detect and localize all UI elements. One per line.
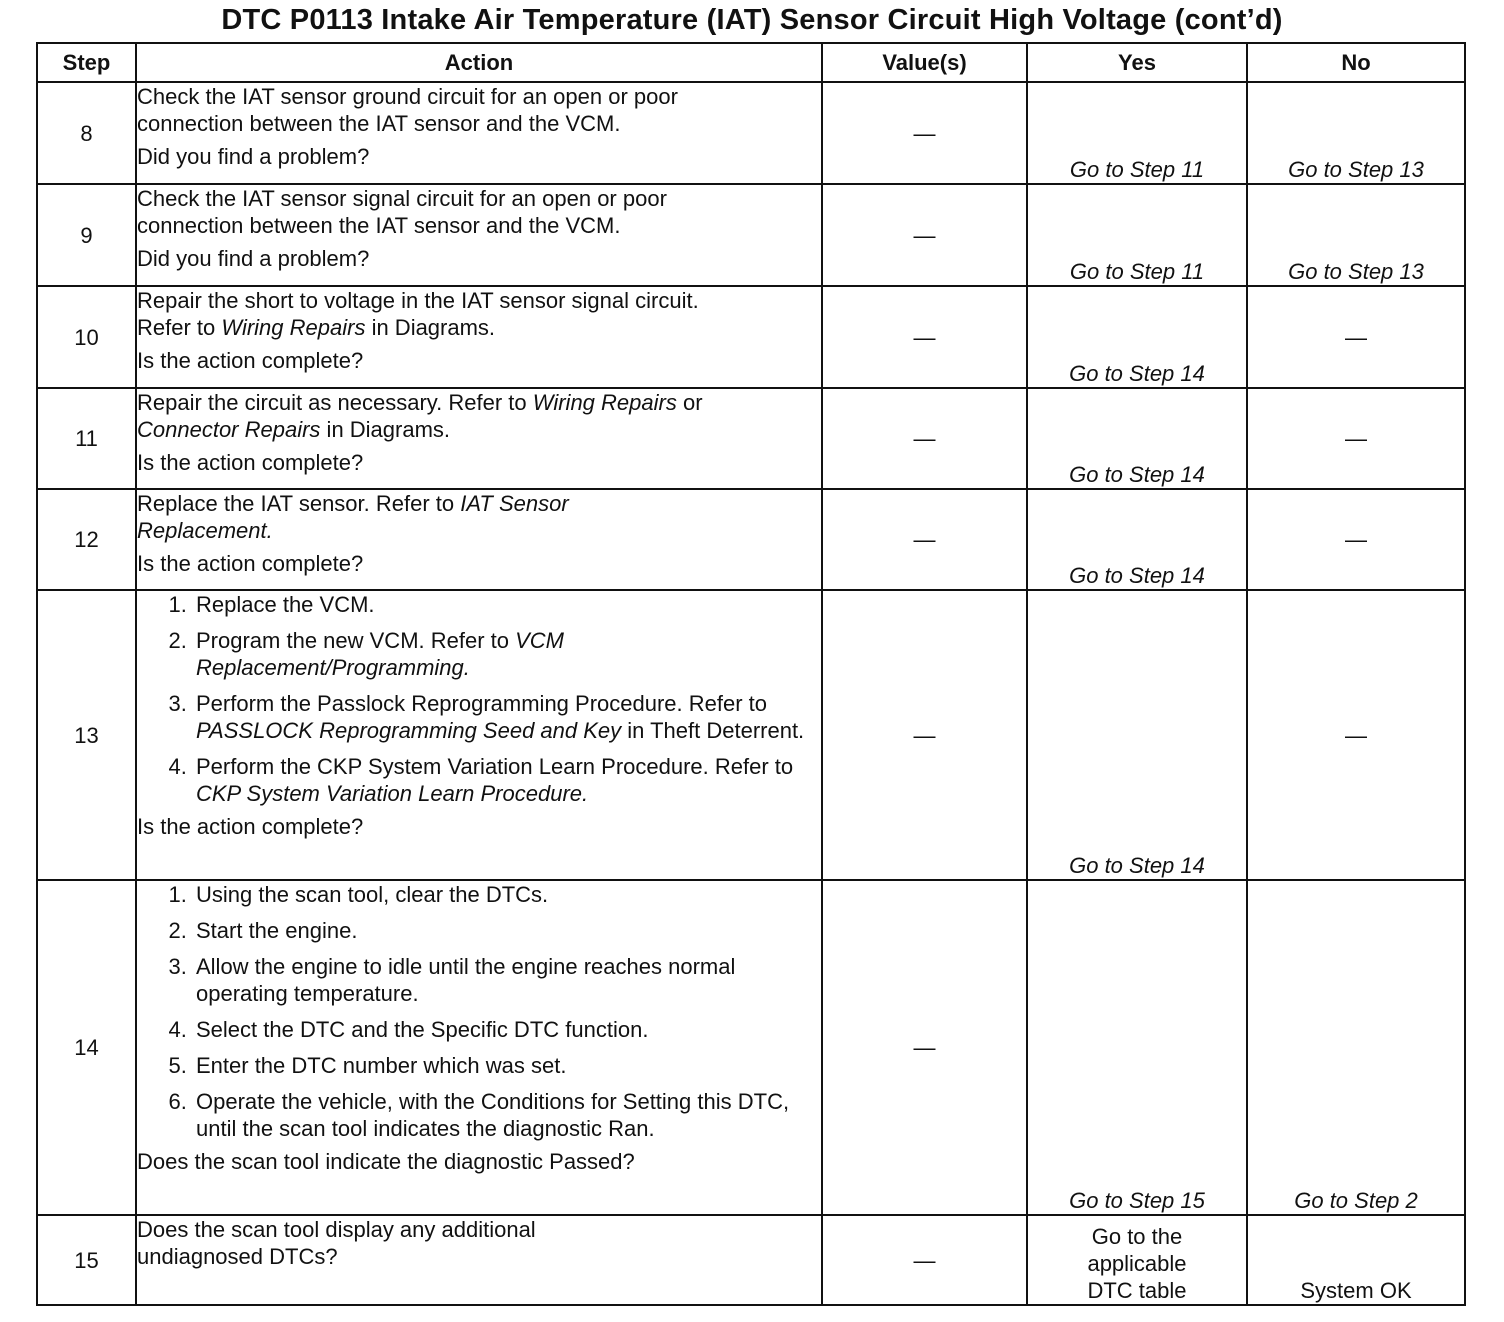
list-item-text: Select the DTC and the Specific DTC function. [196,1017,649,1042]
list-item-text: Operate the vehicle, with the Conditions for Setting this DTC, until the scan tool indicates the diagnostic Ran. [196,1089,790,1141]
step-number: 12 [37,489,136,590]
action-cell [136,1215,822,1305]
reference-link-text: Wiring Repairs [221,315,366,340]
action-text: Does the scan tool display any additional [137,1217,536,1242]
list-item-text: Perform the CKP System Variation Learn Procedure. Refer to [196,754,794,779]
no-cell: System OK [1247,1215,1465,1305]
step-number: 9 [37,184,136,286]
header-yes: Yes [1027,43,1247,82]
action-text: Check the IAT sensor ground circuit for an open or poor [137,84,678,109]
value-cell: — [822,489,1027,590]
list-item [193,690,821,744]
step-number: 11 [37,388,136,489]
yes-text: applicable [1087,1251,1187,1276]
action-text-part: Refer to [137,315,222,340]
list-item-text: in Theft Deterrent. [621,718,805,743]
step-number: 14 [37,880,136,1215]
action-text-part: Replace the IAT sensor. Refer to [137,491,461,516]
table-row-step-8 [37,82,1465,184]
no-cell: Go to Step 13 [1247,184,1465,286]
step-number: 15 [37,1215,136,1305]
action-text [137,314,821,341]
yes-cell: Go to Step 11 [1027,184,1247,286]
action-cell [136,590,822,880]
reference-link-text: Connector Repairs [137,417,321,442]
action-text [137,389,821,416]
action-text-part: in Diagrams. [320,417,451,442]
header-values: Value(s) [822,43,1027,82]
list-item [193,1088,821,1142]
value-cell: — [822,590,1027,880]
step-number: 10 [37,286,136,388]
action-text-part: in Diagrams. [365,315,496,340]
reference-link-text: IAT Sensor [460,491,569,516]
action-text [137,490,821,517]
yes-cell: Go to Step 15 [1027,880,1247,1215]
list-item-text: Replace the VCM. [196,592,375,617]
action-question: Does the scan tool indicate the diagnostic Passed? [137,1149,635,1174]
list-item-text: Allow the engine to idle until the engine reaches normal operating temperature. [196,954,736,1006]
no-cell: — [1247,489,1465,590]
procedure-list [137,591,821,807]
action-question: Is the action complete? [137,348,364,373]
action-question: Did you find a problem? [137,246,370,271]
action-text-part: or [676,390,703,415]
table-row-step-12 [37,489,1465,590]
step-number: 13 [37,590,136,880]
list-item [193,917,821,944]
action-text: Check the IAT sensor signal circuit for an open or poor [137,186,667,211]
reference-link-text: Replacement. [137,518,273,543]
list-item-text: Perform the Passlock Reprogramming Procedure. Refer to [196,691,768,716]
reference-link-text: VCM Replacement/Programming. [196,628,565,680]
action-cell [136,489,822,590]
list-item [193,1016,821,1043]
header-no: No [1247,43,1465,82]
action-text [137,416,821,443]
procedure-list [137,881,821,1142]
value-cell: — [822,880,1027,1215]
table-row-step-11 [37,388,1465,489]
action-cell [136,286,822,388]
list-item [193,881,821,908]
action-question: Did you find a problem? [137,144,370,169]
action-text-part: Repair the circuit as necessary. Refer to [137,390,533,415]
list-item [193,953,821,1007]
action-question: Is the action complete? [137,551,364,576]
action-question: Is the action complete? [137,450,364,475]
no-cell: — [1247,388,1465,489]
table-header-row [37,43,1465,82]
action-cell [136,184,822,286]
list-item [193,1052,821,1079]
yes-cell: Go to Step 11 [1027,82,1247,184]
table-row-step-15 [37,1215,1465,1305]
value-cell: — [822,1215,1027,1305]
no-cell: Go to Step 13 [1247,82,1465,184]
action-cell [136,82,822,184]
diagnostic-table [36,42,1466,1306]
action-text: connection between the IAT sensor and the VCM. [137,111,621,136]
list-item [193,627,821,681]
action-question: Is the action complete? [137,814,364,839]
list-item-text: Program the new VCM. Refer to [196,628,516,653]
list-item [193,591,821,618]
table-row-step-9 [37,184,1465,286]
value-cell: — [822,286,1027,388]
no-cell: Go to Step 2 [1247,880,1465,1215]
value-cell: — [822,184,1027,286]
yes-text: Go to the [1091,1224,1183,1249]
reference-link-text: Wiring Repairs [532,390,677,415]
table-row-step-13 [37,590,1465,880]
reference-link-text: PASSLOCK Reprogramming Seed and Key [196,718,622,743]
table-row-step-10 [37,286,1465,388]
value-cell: — [822,388,1027,489]
action-text: Repair the short to voltage in the IAT sensor signal circuit. [137,288,699,313]
action-cell [136,388,822,489]
yes-cell: Go to Step 14 [1027,590,1247,880]
action-cell [136,880,822,1215]
yes-cell [1027,1215,1247,1305]
list-item [193,753,821,807]
yes-cell: Go to Step 14 [1027,286,1247,388]
no-cell: — [1247,286,1465,388]
no-cell: — [1247,590,1465,880]
yes-cell: Go to Step 14 [1027,489,1247,590]
list-item-text: Using the scan tool, clear the DTCs. [196,882,549,907]
table-row-step-14 [37,880,1465,1215]
action-text: connection between the IAT sensor and the VCM. [137,213,621,238]
action-text: undiagnosed DTCs? [137,1244,338,1269]
value-cell: — [822,82,1027,184]
header-step: Step [37,43,136,82]
list-item-text: Enter the DTC number which was set. [196,1053,567,1078]
header-action: Action [136,43,822,82]
step-number: 8 [37,82,136,184]
yes-text: DTC table [1087,1278,1187,1303]
list-item-text: Start the engine. [196,918,358,943]
page-title: DTC P0113 Intake Air Temperature (IAT) Sensor Circuit High Voltage (cont’d) [221,4,1283,36]
yes-cell: Go to Step 14 [1027,388,1247,489]
reference-link-text: CKP System Variation Learn Procedure. [196,781,589,806]
